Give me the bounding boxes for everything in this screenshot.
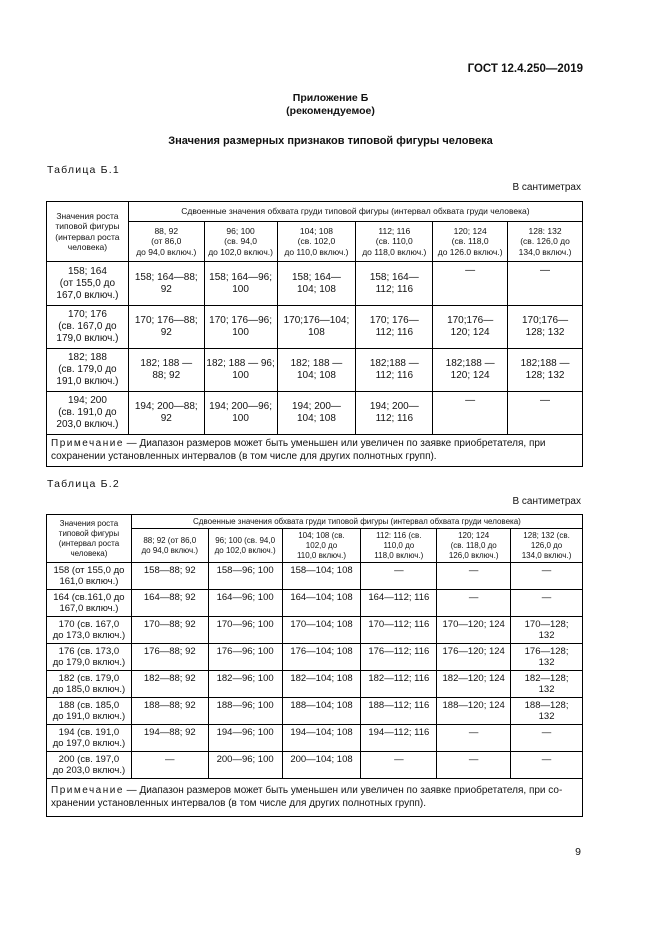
table-cell: 170; 176—96; 100 — [204, 306, 277, 349]
table-cell: 164—88; 92 — [131, 590, 208, 617]
table-cell: 182—112; 116 — [361, 671, 437, 698]
table1-row-header: Значения роста типовой фигуры (интервал роста человека) — [47, 202, 129, 262]
table-cell: — — [437, 563, 511, 590]
table-cell: 164—96; 100 — [208, 590, 282, 617]
table-row — [47, 698, 583, 725]
table-cell: 182—120; 124 — [437, 671, 511, 698]
table-cell: 170;176— 128; 132 — [508, 306, 583, 349]
row-label: 194 (св. 191,0 до 197,0 включ.) — [47, 725, 132, 752]
table-cell: 188—104; 108 — [282, 698, 361, 725]
standard-number: ГОСТ 12.4.250—2019 — [467, 63, 583, 75]
table-cell: 170—128; 132 — [511, 617, 583, 644]
table-row — [47, 617, 583, 644]
table-cell: — — [131, 752, 208, 779]
table-cell: 170; 176—88; 92 — [128, 306, 204, 349]
table1-col-header: 112; 116 (св. 110,0 до 118,0 включ.) — [356, 222, 433, 262]
row-label: 170 (св. 167,0 до 173,0 включ.) — [47, 617, 132, 644]
table-cell: 176—104; 108 — [282, 644, 361, 671]
table-row — [47, 725, 583, 752]
table-cell: — — [508, 392, 583, 435]
table-cell: — — [437, 752, 511, 779]
table-cell: 194—104; 108 — [282, 725, 361, 752]
table-cell: 170—120; 124 — [437, 617, 511, 644]
table-cell: — — [437, 590, 511, 617]
table2-group-header: Сдвоенные значения обхвата груди типовой фигуры (интервал обхвата груди человека) — [131, 515, 582, 529]
table-cell: 182; 188 — 104; 108 — [277, 349, 356, 392]
appendix-subtitle: (рекомендуемое) — [286, 105, 375, 117]
table-cell: — — [511, 563, 583, 590]
table2 — [46, 514, 583, 817]
row-label: 158 (от 155,0 до 161,0 включ.) — [47, 563, 132, 590]
table1-note-row — [47, 435, 583, 467]
table2-row-header: Значения роста типовой фигуры (интервал роста человека) — [47, 515, 132, 563]
table-cell: 158—96; 100 — [208, 563, 282, 590]
row-label: 194; 200 (св. 191,0 до 203,0 включ.) — [47, 392, 129, 435]
table-cell: 182;188 — 128; 132 — [508, 349, 583, 392]
table-cell: — — [508, 262, 583, 306]
table-cell: 194; 200—88; 92 — [128, 392, 204, 435]
table-cell: 188—96; 100 — [208, 698, 282, 725]
table1-group-header: Сдвоенные значения обхвата груди типовой фигуры (интервал обхвата груди человека) — [128, 202, 582, 222]
table1-col-header: 96; 100 (св. 94,0 до 102,0 включ.) — [204, 222, 277, 262]
table-cell: — — [433, 392, 508, 435]
table2-units: В сантиметрах — [512, 496, 581, 507]
table2-col-header: 128; 132 (св. 126,0 до 134,0 включ.) — [511, 529, 583, 563]
table-cell: — — [361, 752, 437, 779]
table-cell: 182—128; 132 — [511, 671, 583, 698]
note-text: — Диапазон размеров может быть уменьшен или увеличен по заявке приобретателя, при со-хранении установленных интервалов (в том числе для других полнотных групп). — [51, 785, 563, 809]
table-cell: 200—104; 108 — [282, 752, 361, 779]
table2-note-row — [47, 779, 583, 817]
table-cell: — — [511, 590, 583, 617]
table1-caption: Таблица Б.1 — [47, 164, 120, 176]
table1-units: В сантиметрах — [512, 182, 581, 193]
table-cell: 170;176— 120; 124 — [433, 306, 508, 349]
table2-col-header: 96; 100 (св. 94,0 до 102,0 включ.) — [208, 529, 282, 563]
table-cell: 164—112; 116 — [361, 590, 437, 617]
table-cell: 158—88; 92 — [131, 563, 208, 590]
table-cell: 194—96; 100 — [208, 725, 282, 752]
table-row — [47, 752, 583, 779]
table1-col-header: 120; 124 (св. 118,0 до 126.0 включ.) — [433, 222, 508, 262]
table-cell: 176—120; 124 — [437, 644, 511, 671]
appendix-title: Приложение Б — [292, 92, 369, 104]
table-cell: 182—88; 92 — [131, 671, 208, 698]
table-cell: 158; 164—88; 92 — [128, 262, 204, 306]
table-cell: 176—128; 132 — [511, 644, 583, 671]
table-row — [47, 306, 583, 349]
table-cell: 176—88; 92 — [131, 644, 208, 671]
note-text: — Диапазон размеров может быть уменьшен или увеличен по заявке приобретателя, при сохранении установленных интервалов (в том числе для других полнотных групп). — [51, 438, 546, 462]
table-cell: 170;176—104; 108 — [277, 306, 356, 349]
table-cell: 182; 188 — 96; 100 — [204, 349, 277, 392]
table-row — [47, 392, 583, 435]
row-label: 170; 176 (св. 167,0 до 179,0 включ.) — [47, 306, 129, 349]
table-cell: — — [511, 725, 583, 752]
table-cell: 200—96; 100 — [208, 752, 282, 779]
table1 — [46, 201, 583, 467]
row-label: 182 (св. 179,0 до 185,0 включ.) — [47, 671, 132, 698]
table-cell: 182;188 — 112; 116 — [356, 349, 433, 392]
table2-caption: Таблица Б.2 — [47, 478, 120, 490]
table1-col-header: 88, 92 (от 86,0 до 94,0 включ.) — [128, 222, 204, 262]
row-label: 182; 188 (св. 179,0 до 191,0 включ.) — [47, 349, 129, 392]
appendix-heading — [0, 92, 661, 118]
table-cell: 158; 164— 112; 116 — [356, 262, 433, 306]
table-cell: 170—88; 92 — [131, 617, 208, 644]
table1-note — [47, 435, 583, 467]
table-cell: 188—112; 116 — [361, 698, 437, 725]
table2-note — [47, 779, 583, 817]
table-cell: — — [361, 563, 437, 590]
table-cell: 176—112; 116 — [361, 644, 437, 671]
table-cell: 182—96; 100 — [208, 671, 282, 698]
table-row — [47, 262, 583, 306]
table-cell: 188—128; 132 — [511, 698, 583, 725]
table-row — [47, 563, 583, 590]
table-cell: 164—104; 108 — [282, 590, 361, 617]
table-cell: 170—96; 100 — [208, 617, 282, 644]
table-cell: 194; 200—96; 100 — [204, 392, 277, 435]
row-label: 176 (св. 173,0 до 179,0 включ.) — [47, 644, 132, 671]
main-title: Значения размерных признаков типовой фигуры человека — [168, 135, 493, 147]
table2-col-header: 104; 108 (св. 102,0 до 110,0 включ.) — [282, 529, 361, 563]
note-label: Примечание — [51, 438, 124, 449]
table-row — [47, 671, 583, 698]
row-label: 200 (св. 197,0 до 203,0 включ.) — [47, 752, 132, 779]
table-cell: 188—88; 92 — [131, 698, 208, 725]
table-cell: — — [433, 262, 508, 306]
table1-col-header: 128: 132 (св. 126,0 до 134,0 включ.) — [508, 222, 583, 262]
table-cell: 182;188 — 120; 124 — [433, 349, 508, 392]
table-cell: 182; 188 — 88; 92 — [128, 349, 204, 392]
table-row — [47, 349, 583, 392]
table2-col-header: 112: 116 (св. 110,0 до 118,0 включ.) — [361, 529, 437, 563]
table-cell: 194; 200— 112; 116 — [356, 392, 433, 435]
table-cell: 158; 164—96; 100 — [204, 262, 277, 306]
table-cell: 170; 176— 112; 116 — [356, 306, 433, 349]
table-cell: 194—112; 116 — [361, 725, 437, 752]
table1-col-header: 104; 108 (св. 102,0 до 110,0 включ.) — [277, 222, 356, 262]
table-cell: 182—104; 108 — [282, 671, 361, 698]
note-label: Примечание — [51, 785, 124, 796]
table-cell: 194; 200— 104; 108 — [277, 392, 356, 435]
row-label: 158; 164 (от 155,0 до 167,0 включ.) — [47, 262, 129, 306]
table-cell: 158—104; 108 — [282, 563, 361, 590]
table-cell: 170—112; 116 — [361, 617, 437, 644]
table2-col-header: 88; 92 (от 86,0 до 94,0 включ.) — [131, 529, 208, 563]
table-row — [47, 644, 583, 671]
table-cell: — — [437, 725, 511, 752]
page-number: 9 — [575, 846, 581, 858]
row-label: 188 (св. 185,0 до 191,0 включ.) — [47, 698, 132, 725]
table-cell: 176—96; 100 — [208, 644, 282, 671]
table-row — [47, 590, 583, 617]
table2-col-header: 120; 124 (св. 118,0 до 126,0 включ.) — [437, 529, 511, 563]
table-cell: 170—104; 108 — [282, 617, 361, 644]
table-cell: 188—120; 124 — [437, 698, 511, 725]
row-label: 164 (св.161,0 до 167,0 включ.) — [47, 590, 132, 617]
table-cell: — — [511, 752, 583, 779]
table-cell: 194—88; 92 — [131, 725, 208, 752]
table-cell: 158; 164— 104; 108 — [277, 262, 356, 306]
